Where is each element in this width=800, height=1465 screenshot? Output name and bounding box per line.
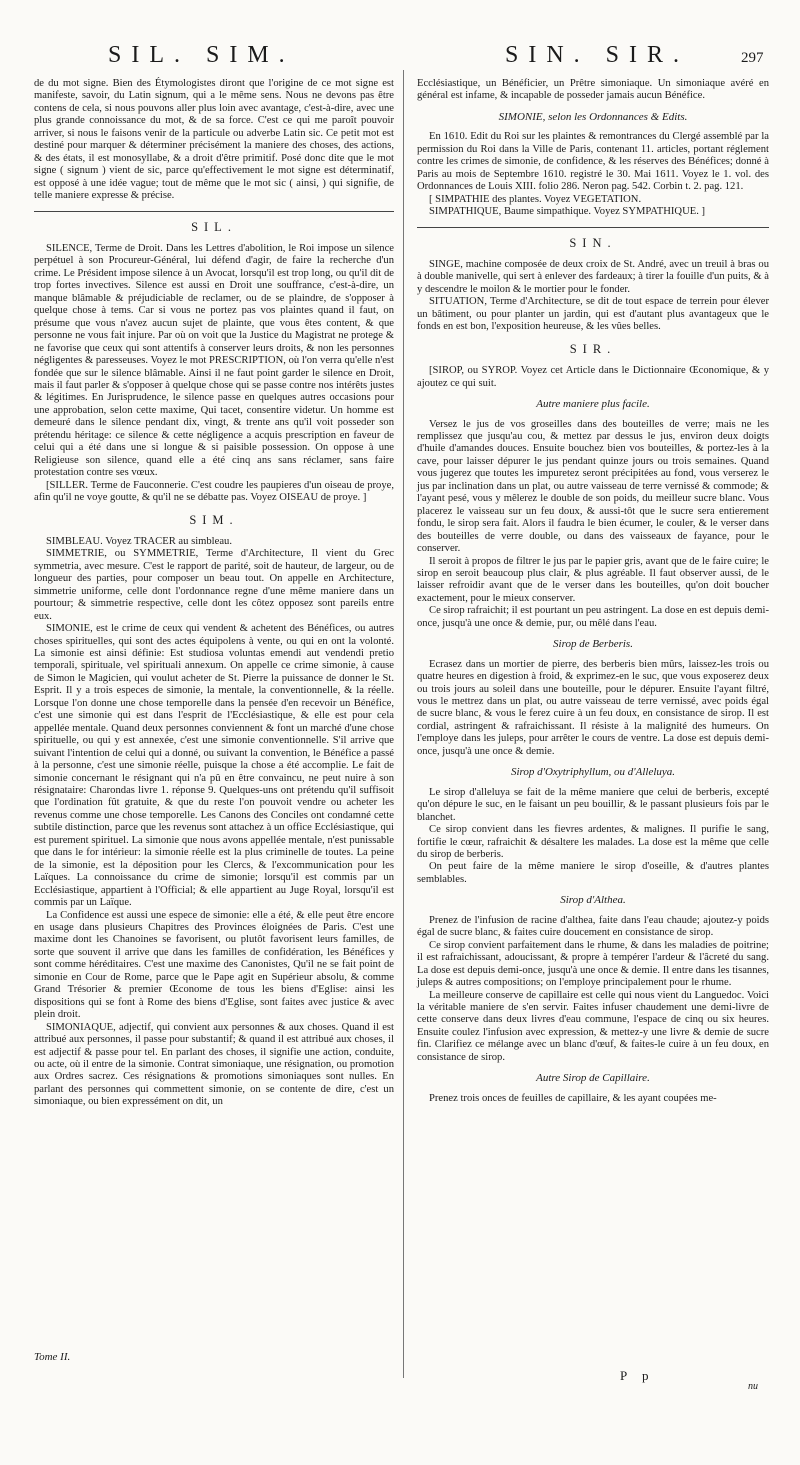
recipe-fievres: Ce sirop convient dans les fievres ardentes, & malignes. Il purifie le sang, fortifie le cœur, rafraichit & désaltere les malades. La dose est la même que celle du sirop de berberis. [417,824,769,861]
entry-simpathie: [ SIMPATHIE des plantes. Voyez VEGETATION. [429,193,642,205]
section-heading-sil: SIL. [191,219,237,234]
recipe-althea: Prenez de l'infusion de racine d'althea, faite dans l'eau chaude; ajoutez-y poids égal de sucre blanc, & faites cuire doucement en consistance de sirop. [417,914,769,939]
subheading-berberis: Sirop de Berberis. [553,638,633,651]
recipe-alleluya: Le sirop d'alleluya se fait de la même maniere que celui de berberis, excepté qu'on dépure le suc, en le faisant un peu bouillir, & le passant plusieurs fois par le blanchet. [417,786,769,823]
recipe-capillaire-2: Prenez trois onces de feuilles de capillaire, & les ayant coupées me- [429,1092,717,1104]
entry-singe: SINGE, machine composée de deux croix de St. André, avec un treuil à bras ou à double manivelle, qui sert à enlever des fardeaux; à tirer la fouille d'un puits, & à y descendre le moilon & le mortier pour le fonder. [417,258,769,295]
page-number: 297 [741,50,764,66]
subheading-capillaire: Autre Sirop de Capillaire. [536,1072,650,1085]
entry-confidence: La Confidence est aussi une espece de simonie: elle a été, & elle peut être encore en usage dans plusieurs Chapitres des Provinces éloignées de Paris. C'est une maxime dont les Chanoines se favorisent, ou plutôt favorisent leurs familles, de sorte que souvent il arrive que dans les familles de confidération, les Bénéfices y sont comme héréditaires. C'est une maxime des Canonistes, Qu'il ne se fait point de simonie en Cour de Rome, parce que le Pape agit en Supérieur absolu, & comme Grand Trésorier & premier Œconome de tous les biens d'Eglise: ainsi les dispositions qui se font à Rome des biens d'Eglise, sont faites avec justice & avec plein droit. [34,909,394,1021]
subheading-autre-maniere: Autre maniere plus facile. [536,398,650,411]
subheading-oxytriphyllum: Sirop d'Oxytriphyllum, ou d'Alleluya. [510,766,676,779]
section-heading-sir: SIR. [569,341,617,356]
signature-mark: P p [620,1368,655,1383]
section-rule [34,211,394,212]
entry-simoniaque: SIMONIAQUE, adjectif, qui convient aux personnes & aux choses. Quand il est attribué aux personnes, il passe pour substantif; & quand il est attribué aux choses, il est adjectif & passe pour tel. En parlant des choses, il signifie une action, conduite, ou acte, où il entre de la simonie. Contrat simoniaque, une résignation, ou promotion aux Ordres sacrez. Ces résignations & promotions simoniaques sont nulles. En parlant des personnes qui commettent simonie, on se contente de dire, c'est un simoniaque, ou bien expressément on dit, un [34,1021,394,1108]
recipe-berberis: Ecrasez dans un mortier de pierre, des berberis bien mûrs, laissez-les trois ou quatre heures en digestion à froid, & exprimez-en le suc, que vous exposerez deux ou trois jours au soleil dans une bouteille, pour le dépurer. Ensuite l'ayant filtré, vous le mettrez dans un plat, ou autre vaisseau de terre vernissé, avec poids égal de sucre blanc, & vous le ferez cuire à un feu doux, en consistance de sirop. Il est cordial, astringent & rafraichissant. Il résiste à la malignité des humeurs. On l'employe dans les juleps, pour arrêter le cours de ventre. La dose est depuis demi-once, jusqu'à une once & demie. [417,658,769,757]
recipe-rafraichit: Ce sirop rafraichit; il est pourtant un peu astringent. La dose en est depuis demi-once, jusqu'à une once & demie, pur, ou mêlé dans l'eau. [417,605,769,629]
section-heading-sin: SIN. [569,235,617,250]
running-head-right: SIN. SIR. [505,42,690,68]
catchword: nu [748,1381,758,1392]
recipe-capillaire: La meilleure conserve de capillaire est celle qui nous vient du Languedoc. Voici la véritable maniere de s'en servir. Faites infuser chaudement une demi-livre de cette conserve dans deux livres d'eau commune, l'espace de cinq ou six heures. Ensuite coulez l'infusion avec expression, & mettez-y une livre & demie de sucre fin. Clarifiez ce mélange avec un blanc d'œuf, & faites-le cuire à un feu doux, en consistance de sirop. [417,989,769,1063]
entry-sirop: [SIROP, ou SYROP. Voyez cet Article dans le Dictionnaire Œconomique, & y ajoutez ce qui suit. [417,365,769,389]
subheading-simonie-ordonnances: SIMONIE, selon les Ordonnances & Edits. [498,110,688,123]
volume-label: Tome II. [34,1351,71,1363]
entry-edit-1610: En 1610. Edit du Roi sur les plaintes & remontrances du Clergé assemblé par la permission du Roi dans la Ville de Paris, contenant 11. articles, portant réglement contre les crimes de simonie, de confidence, & les réserves des Bénéfices; donné à Paris au mois de Septembre 1610. registré le 30. Mai 1611. Voyez le 1. vol. des Ordonnances de Louis XIII. folio 286. Neron pag. 542. Corbin t. 2. pag. 121. [417,131,769,193]
entry-simonie: SIMONIE, est le crime de ceux qui vendent & achetent des Bénéfices, ou autres choses spirituelles, qui sont des actes équipolens à vente, ou qui en ont la volonté. La simonie est ainsi définie: Est studiosa voluntas emendi aut vendendi pretio temporali, spirituale, vel spirituali annexum. On appelle ce crime simonie, à cause de Simon le Magicien, qui voulut acheter de St. Pierre la puissance de donner le St. Esprit. Il y a trois especes de simonie, la mentale, la conventionnelle, & la réelle. Lorsque l'on donne une chose temporelle dans la pensée d'en recevoir un Bénéfice, c'est une simonie qui est dans l'esprit de l'Ecclésiastique, & elle est pour cela appellée mentale. Quand deux personnes conviennent & font un marché d'une chose spirituelle, ou qui y est annexée, c'est une simonie conventionnelle. S'il arrive que suivant l'intention de celui qui a donné, ou suivant la convention, le Bénéfice a passé à la personne, c'est une simonie réelle, puisque la chose a été accomplie. Le fait de simonie concernant le résignant qui n'a pû en être convaincu, ne peut nuire à son résignataire: Charondas livre 1. réponse 9. Quelques-uns ont prétendu qu'il suffisoit que l'ordination fût gratuite, & que du reste l'on pouvoit vendre ou acheter les revenus comme une chose temporelle. Les Canons des Conciles ont condamné cette subtile distinction, parce que les revenus sont attachez à un office Ecclésiastique, qui est purement spirituel. La simonie que nous avons appellée mentale, n'est punissable que dans le for intérieur: la simonie réelle est la plus criminelle de toutes. La peine de la simonie, est la déposition pour les Clercs, & l'excommunication pour les Laïques. La connoissance du crime de simonie; lorsqu'il est commis par un Ecclésiastique, appartient à l'Official; & elle appartient au Juge Royal, lorsqu'il est commis par un Laïque. [34,623,394,909]
recipe-rhume: Ce sirop convient parfaitement dans le rhume, & dans les maladies de poitrine; il est rafraichissant, adoucissant, & propre à tempérer l'ardeur & l'âcreté du sang. La dose est depuis demi-once, jusqu'à une once & demie. Il entre dans les tisannes, juleps & autres compositions; on l'employe principalement pour le rhume. [417,939,769,989]
entry-simpathique: SIMPATHIQUE, Baume simpathique. Voyez SYMPATHIQUE. ] [429,206,706,218]
running-head-left: SIL. SIM. [108,42,295,68]
entry-siller: [SILLER. Terme de Fauconnerie. C'est coudre les paupieres d'un oiseau de proye, afin qu'il ne voye goutte, & qu'il ne se débatte pas. Voyez OISEAU de proye. ] [34,479,394,504]
entry-simbleau: SIMBLEAU. Voyez TRACER au simbleau. [46,535,232,547]
entry-symmetrie: SIMMETRIE, ou SYMMETRIE, Terme d'Architecture, Il vient du Grec symmetria, avec mesure. C'est le rapport de parité, soit de hauteur, de largeur, ou de longueur des parties, pour composer un beau tout. On appelle en Architecture, simmetrie uniforme, celle dont l'ordonnance regne d'une même maniere dans un pourtour; & simmetrie respective, celle dont les côtez opposez sont pareils entre eux. [34,548,394,622]
recipe-filtrer: Il seroit à propos de filtrer le jus par le papier gris, avant que de le faire cuire; le sirop en seroit beaucoup plus clair, & plus agréable. Il faut observer aussi, de le laisser refroidir avant que de le verser dans les bouteilles, qu'on doit boucher exactement, pour le mieux conserver. [417,555,769,604]
section-rule [417,227,769,228]
paragraph-continuation: Ecclésiastique, un Bénéficier, un Prêtre simoniaque. Un simoniaque avéré en général est infame, & incapable de posseder jamais aucun Bénéfice. [417,78,769,102]
section-heading-sim: SIM. [189,512,239,527]
recipe-groseilles: Versez le jus de vos groseilles dans des bouteilles de verre; mais ne les remplissez que jusqu'au cou, & mettez par dessus le jus, environ deux doigts d'huile d'amandes douces. Ensuite bouchez bien vos bouteilles, & portez-les à la cave, pour laisser dépurer le jus pendant quinze jours ou trois semaines. Quand vous jugerez que toutes les impuretez seront précipitées au fond, vous verserez le jus par inclination dans un plat, ou autre vaisseau de terre vernissé & commode; & l'ayant pesé, vous y mêlerez le double de son poids, du meilleur sucre blanc. Vous placerez le vaisseau sur un feu doux, & aussi-tôt que le sucre sera entierement fondu, le sirop sera fait. Alors il faudra le bien écumer, le couler, & le verser dans des bouteilles de verre double, ou dans des vaisseaux de fayance, pour le conserver. [417,418,769,555]
recipe-oseille: On peut faire de la même maniere le sirop d'oseille, & d'autres plantes semblables. [417,861,769,885]
entry-situation: SITUATION, Terme d'Architecture, se dit de tout espace de terrein pour élever un bâtiment, ou pour planter un jardin, qui est d'autant plus avantageux que le fonds en est bon, l'exposition heureuse, & les vûes belles. [417,296,769,333]
entry-silence: SILENCE, Terme de Droit. Dans les Lettres d'abolition, le Roi impose un silence perpétuel à son Procureur-Général, lui défend d'agir, de faire la recherche d'un crime. Le Président impose silence à un Avocat, lorsqu'il est trop long, ou qu'il dit de trop fortes invectives. Silence est aussi en Droit une souffrance, c'est-à-dire, un manque blâmable & préjudiciable de reclamer, ou de se plaindre, de s'opposer à quelque chose à tems. Car si vous ne portez pas vos plaintes quand il faut, on présume que vous n'avez aucun sujet de plainte, que vous êtes content, & que personne ne vous fait injure. Par où on voit que la Justice du Magistrat ne protege & ne favorise que ceux qui sont attentifs à conserver leurs droits, & non les personnes négligentes & paresseuses. Voyez le mot PRESCRIPTION, où l'on verra qu'elle n'est fondée que sur le silence blâmable. Ainsi il ne faut point garder le silence en Droit, mais il faut parler & s'opposer à quelque chose qui se passe contre nos intérêts justes & légitimes. En Jurisprudence, le silence passe en quelques autres occasions pour une approbation, selon cette maxime, Qui tacet, consentire videtur. Un homme est demeuré dans le silence pendant dix, vingt, & trente ans qu'il voit posseder son prétendu héritage: ce silence & cette négligence a acquis prescription en faveur de celui qui a été dans une si longue & si paisible possession. On oppose à une Religieuse son silence, quand elle a été cinq ans sans réclamer, sans faire protestation contre ses vœux. [34,242,394,479]
column-divider [403,70,404,1378]
paragraph-signe: de du mot signe. Bien des Étymologistes diront que l'origine de ce mot signe est manifeste, savoir, du Latin signum, qui a le même sens. Nous ne devons pas être contens de cela, si nous pouvons aller plus loin avec avantage, c'est-à-dire, avec une plus grande connoissance du mot, & de sa force. C'est ce qui me paroît pouvoir arriver, si nous le faisons venir de la particule ou adverbe Latin sic. Ce petit mot est destiné pour marquer & déterminer précisément la maniere des choses, des actions, & des états, il est monosyllabe, & a droit d'être primitif. Posé donc dite que le mot signe ( signum ) vient de sic, parce qu'effectivement le mot signe est déterminatif, est opposé à une idée vague; tout de même que le mot sic ( ainsi, ) qui signifie, de telle maniere expresse & précise. [34,78,394,202]
subheading-althea: Sirop d'Althea. [560,894,626,907]
left-column [34,78,394,1109]
right-column [417,78,769,1105]
